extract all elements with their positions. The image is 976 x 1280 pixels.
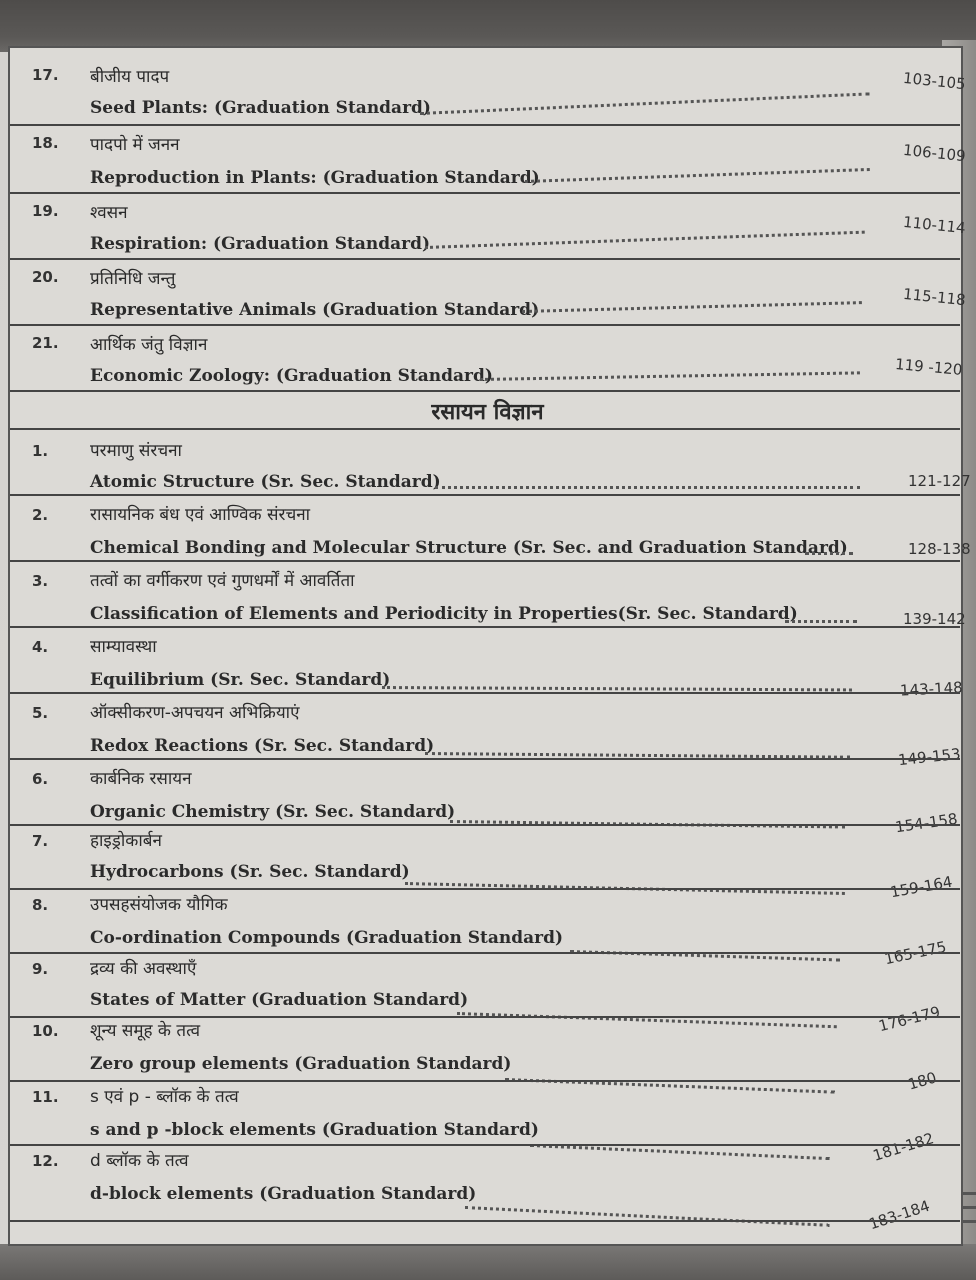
section-heading: रसायन विज्ञान: [431, 400, 544, 425]
entry-title-english: Economic Zoology: (Graduation Standard): [90, 366, 493, 386]
entry-title-hindi: परमाणु संरचना: [90, 441, 182, 461]
entry-title-hindi: ऑक्सीकरण-अपचयन अभिक्रियाएं: [90, 703, 300, 723]
entry-number: 11.: [32, 1088, 59, 1106]
page-edge-mark: [962, 1220, 976, 1223]
page-edge-mark: [962, 1192, 976, 1195]
row-divider: [10, 124, 960, 126]
page-range: 180: [906, 1068, 939, 1094]
entry-number: 18.: [32, 134, 59, 152]
row-divider: [10, 428, 960, 430]
entry-number: 4.: [32, 638, 49, 656]
page-bottom-shadow: [0, 1244, 976, 1280]
entry-title-hindi: उपसहसंयोजक यौगिक: [90, 895, 228, 915]
row-divider: [10, 258, 960, 260]
entry-title-english: Respiration: (Graduation Standard): [90, 234, 431, 254]
entry-title-english: Chemical Bonding and Molecular Structure (Sr. Sec. and Graduation Standard): [90, 538, 848, 558]
entry-number: 21.: [32, 334, 59, 352]
entry-number: 2.: [32, 506, 49, 524]
entry-title-hindi: साम्यावस्था: [90, 637, 157, 657]
entry-title-english: Organic Chemistry (Sr. Sec. Standard): [90, 802, 456, 822]
entry-number: 8.: [32, 896, 49, 914]
page-range: 128-138: [908, 540, 971, 558]
page-edge-mark: [962, 1206, 976, 1209]
page-range: 103-105: [902, 68, 967, 94]
entry-number: 20.: [32, 268, 59, 286]
entry-number: 12.: [32, 1152, 59, 1170]
row-divider: [10, 1144, 960, 1146]
entry-title-hindi: बीजीय पादप: [90, 67, 170, 87]
entry-title-hindi: पादपो में जनन: [90, 135, 180, 155]
row-divider: [10, 626, 960, 628]
entry-title-hindi: कार्बनिक रसायन: [90, 769, 192, 789]
entry-number: 3.: [32, 572, 49, 590]
row-divider: [10, 824, 960, 826]
page-range: 121-127: [908, 472, 971, 490]
leader-dots: [522, 301, 862, 313]
row-divider: [10, 1220, 960, 1222]
page-range: 154-158: [894, 809, 959, 837]
entry-title-english: Co-ordination Compounds (Graduation Standard): [90, 928, 564, 948]
entry-title-english: Redox Reactions (Sr. Sec. Standard): [90, 736, 435, 756]
leader-dots: [785, 620, 857, 623]
page-range: 139-142: [903, 610, 966, 628]
entry-title-english: Hydrocarbons (Sr. Sec. Standard): [90, 862, 410, 882]
entry-title-hindi: आर्थिक जंतु विज्ञान: [90, 335, 208, 355]
entry-title-english: Reproduction in Plants: (Graduation Standard): [90, 168, 540, 188]
page-range: 183-184: [866, 1196, 932, 1234]
page-range: 176-179: [876, 1002, 942, 1036]
row-divider: [10, 692, 960, 694]
row-divider: [10, 390, 960, 392]
entry-number: 5.: [32, 704, 49, 722]
contents-table: [8, 46, 971, 1246]
page-range: 106-109: [902, 140, 967, 166]
leader-dots: [435, 486, 860, 489]
entry-number: 1.: [32, 442, 49, 460]
entry-title-english: Seed Plants: (Graduation Standard): [90, 98, 431, 118]
leader-dots: [480, 371, 860, 381]
row-divider: [10, 494, 960, 496]
row-divider: [10, 192, 960, 194]
entry-title-english: Classification of Elements and Periodicity in Properties(Sr. Sec. Standard): [90, 604, 798, 624]
row-divider: [10, 1080, 960, 1082]
page-top-shadow: [0, 0, 976, 52]
row-divider: [10, 952, 960, 954]
row-divider: [10, 324, 960, 326]
entry-title-hindi: d ब्लॉक के तत्व: [90, 1151, 189, 1171]
page-range: 181-182: [870, 1129, 936, 1165]
leader-dots: [425, 231, 865, 249]
entry-title-english: States of Matter (Graduation Standard): [90, 990, 469, 1010]
leader-dots: [382, 686, 852, 691]
entry-title-english: d-block elements (Graduation Standard): [90, 1184, 477, 1204]
entry-title-english: Atomic Structure (Sr. Sec. Standard): [90, 472, 441, 492]
entry-title-hindi: तत्वों का वर्गीकरण एवं गुणधर्मों में आवर्तिता: [90, 571, 355, 591]
entry-number: 9.: [32, 960, 49, 978]
page-range: 110-114: [902, 212, 967, 238]
page-range: 149-153: [897, 744, 962, 770]
entry-title-hindi: हाइड्रोकार्बन: [90, 831, 162, 851]
page-range: 115-118: [902, 284, 967, 310]
page-range: 119 -120: [894, 355, 964, 379]
leader-dots: [805, 552, 853, 555]
entry-number: 19.: [32, 202, 59, 220]
leader-dots: [525, 168, 870, 183]
entry-title-hindi: प्रतिनिधि जन्तु: [90, 269, 176, 289]
entry-title-english: Equilibrium (Sr. Sec. Standard): [90, 670, 391, 690]
entry-title-hindi: शून्य समूह के तत्व: [90, 1021, 201, 1041]
entry-title-hindi: द्रव्य की अवस्थाएँ: [90, 959, 197, 979]
page-range: 165-175: [882, 937, 948, 969]
entry-title-english: s and p -block elements (Graduation Standard): [90, 1120, 539, 1140]
row-divider: [10, 758, 960, 760]
page-range: 159-164: [888, 872, 954, 902]
leader-dots: [420, 92, 870, 115]
entry-title-hindi: s एवं p - ब्लॉक के तत्व: [90, 1087, 239, 1107]
page-range: 143-148: [899, 678, 964, 700]
row-divider: [10, 888, 960, 890]
entry-title-hindi: रासायनिक बंध एवं आण्विक संरचना: [90, 505, 311, 525]
leader-dots: [465, 1206, 830, 1227]
leader-dots: [457, 1012, 837, 1028]
entry-number: 7.: [32, 832, 49, 850]
entry-title-hindi: श्वसन: [90, 203, 128, 223]
entry-number: 17.: [32, 66, 59, 84]
entry-title-english: Representative Animals (Graduation Standard): [90, 300, 540, 320]
entry-number: 10.: [32, 1022, 59, 1040]
entry-number: 6.: [32, 770, 49, 788]
row-divider: [10, 560, 960, 562]
leader-dots: [530, 1144, 830, 1160]
entry-title-english: Zero group elements (Graduation Standard): [90, 1054, 512, 1074]
